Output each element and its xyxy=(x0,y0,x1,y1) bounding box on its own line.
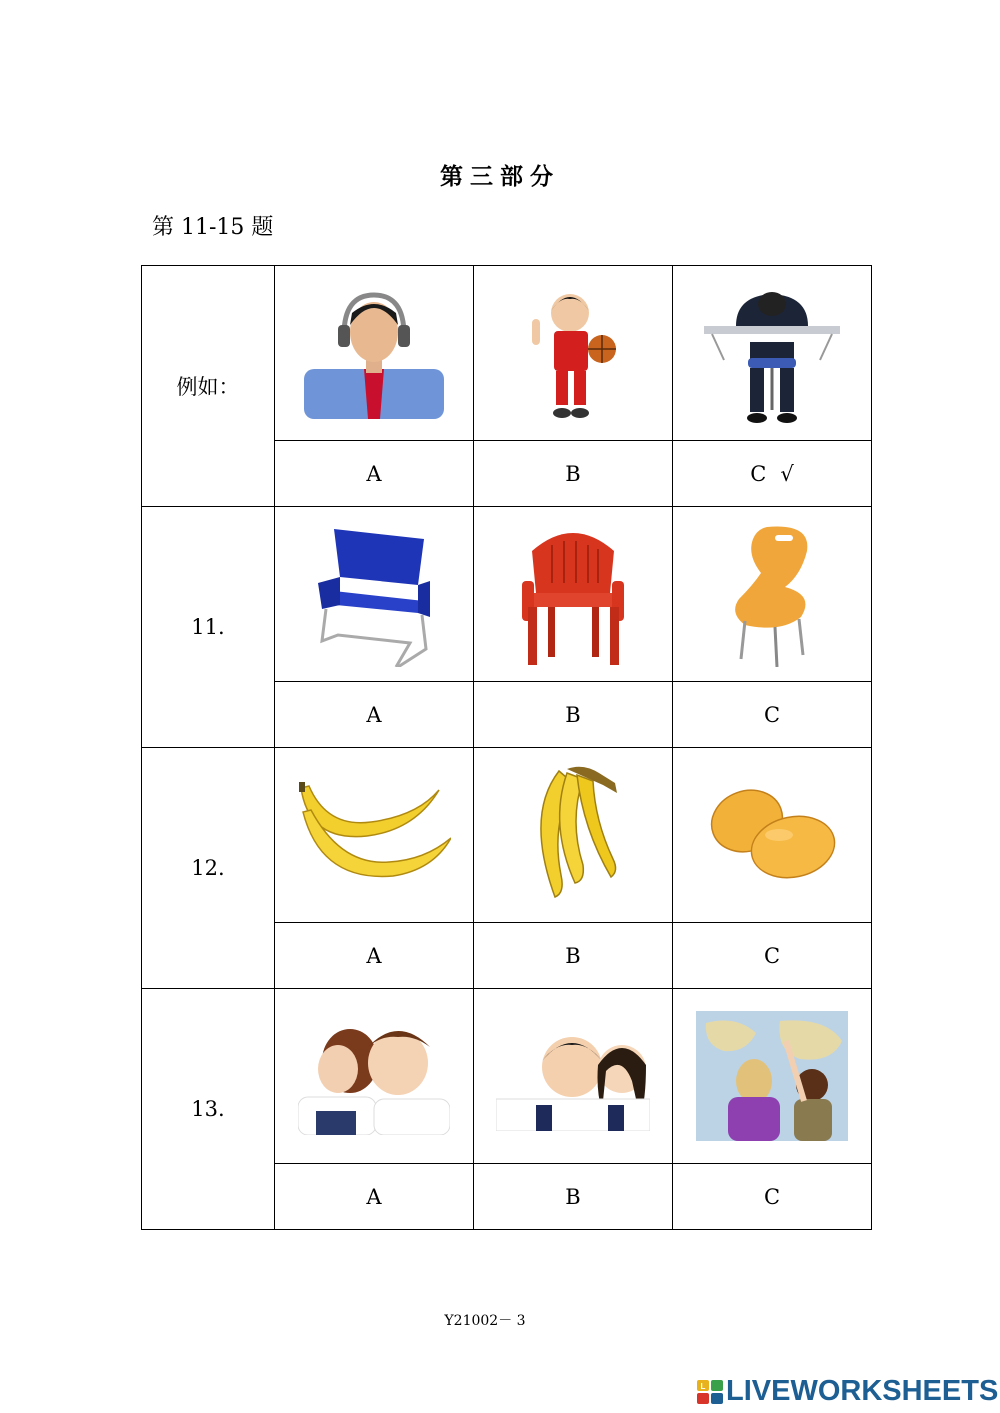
option-b-picture xyxy=(474,266,673,441)
option-letter: B xyxy=(565,943,581,968)
red-plastic-chair-picture xyxy=(518,521,628,667)
row-label: 12. xyxy=(142,748,275,989)
option-letter: A xyxy=(366,702,382,727)
option-b-picture[interactable] xyxy=(474,748,673,923)
option-letter: A xyxy=(366,1184,382,1209)
row-label: 11. xyxy=(142,507,275,748)
option-b-label xyxy=(474,441,673,507)
option-a-label[interactable] xyxy=(275,923,474,989)
option-letter: C xyxy=(763,702,781,727)
boy-with-basketball-picture xyxy=(518,283,628,423)
option-b-picture[interactable] xyxy=(474,507,673,682)
option-a-label[interactable] xyxy=(275,682,474,748)
option-c-label[interactable] xyxy=(673,1164,872,1230)
question-13-pictures xyxy=(142,989,872,1164)
wooden-chair-picture xyxy=(727,521,817,667)
option-letter: C xyxy=(750,461,767,486)
answer-grid xyxy=(141,265,872,1230)
option-letter: C xyxy=(763,1184,781,1209)
option-b-picture[interactable] xyxy=(474,989,673,1164)
children-looking-at-map-picture xyxy=(696,1011,848,1141)
section-title: 第三部分 xyxy=(440,163,560,190)
option-c-picture[interactable] xyxy=(673,989,872,1164)
option-c-label[interactable] xyxy=(673,923,872,989)
option-a-picture[interactable] xyxy=(275,507,474,682)
two-bananas-picture xyxy=(297,782,451,888)
page-footer: Y21002－ 3 xyxy=(444,1313,526,1329)
option-c-picture xyxy=(673,266,872,441)
banana-bunch-picture xyxy=(523,765,623,905)
example-row-pictures xyxy=(142,266,872,441)
option-letter: A xyxy=(366,943,382,968)
two-mangoes-picture xyxy=(707,785,837,885)
option-c-picture[interactable] xyxy=(673,507,872,682)
option-c-label[interactable] xyxy=(673,682,872,748)
brand-name: LIVEWORKSHEETS xyxy=(726,1375,999,1407)
option-a-label xyxy=(275,441,474,507)
option-a-picture[interactable] xyxy=(275,748,474,923)
option-letter: B xyxy=(565,461,581,486)
girl-whispering-to-boy-picture xyxy=(298,1017,450,1135)
blue-director-chair-picture xyxy=(314,521,434,667)
question-12-pictures xyxy=(142,748,872,923)
check-mark: √ xyxy=(780,461,794,486)
man-sleeping-at-desk-picture xyxy=(702,282,842,424)
question-range: 第 11-15 题 xyxy=(152,215,274,240)
option-a-picture xyxy=(275,266,474,441)
row-label: 13. xyxy=(142,989,275,1230)
row-label: 例如： xyxy=(142,266,275,507)
option-letter: A xyxy=(366,461,382,486)
question-11-pictures xyxy=(142,507,872,682)
option-letter: C xyxy=(763,943,781,968)
option-a-picture[interactable] xyxy=(275,989,474,1164)
option-b-label[interactable] xyxy=(474,682,673,748)
option-a-label[interactable] xyxy=(275,1164,474,1230)
option-letter: B xyxy=(565,1184,581,1209)
man-with-headphones-picture xyxy=(304,287,444,419)
two-smiling-children-picture xyxy=(496,1021,650,1131)
logo-letter: L xyxy=(700,1381,706,1391)
option-b-label[interactable] xyxy=(474,923,673,989)
liveworksheets-brand xyxy=(697,1375,998,1408)
option-c-label xyxy=(673,441,872,507)
option-letter: B xyxy=(565,702,581,727)
option-b-label[interactable] xyxy=(474,1164,673,1230)
option-c-picture[interactable] xyxy=(673,748,872,923)
liveworksheets-logo-icon xyxy=(697,1380,723,1404)
